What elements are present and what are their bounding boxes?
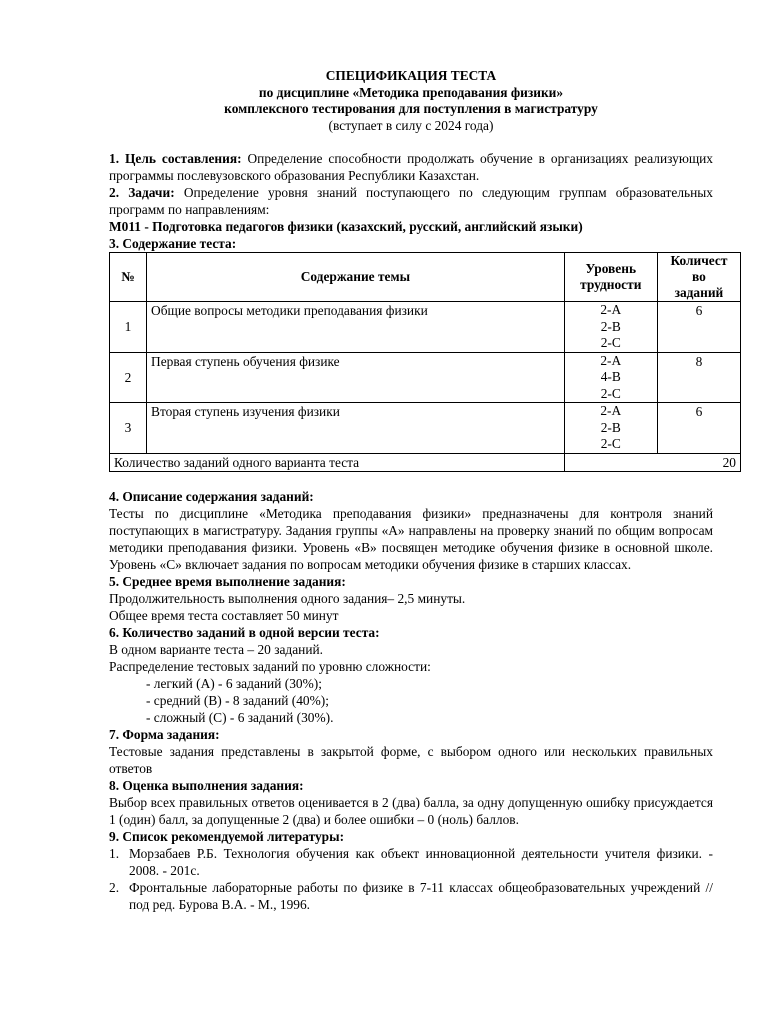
total-value: 20	[564, 453, 740, 471]
section-tasks-label: 2. Задачи:	[109, 185, 175, 200]
row-num: 1	[110, 302, 147, 353]
section-form-label: 7. Форма задания:	[109, 726, 220, 742]
difficulty-item: - легкий (A) - 6 заданий (30%);	[146, 675, 322, 691]
difficulty-item: - сложный (C) - 6 заданий (30%).	[146, 709, 334, 725]
section-grading-text: Выбор всех правильных ответов оценивается в 2 (два) балла, за одну допущенную ошибку присуждается 1 (один) балл, за допущенные 2 (два) и более ошибки – 0 (ноль) баллов.	[109, 794, 713, 827]
row-count: 6	[657, 302, 740, 353]
row-topic: Первая ступень обучения физике	[147, 352, 565, 403]
section-content-label: 3. Содержание теста:	[109, 236, 237, 251]
list-item-text: Морзабаев Р.Б. Технология обучения как объект инновационной деятельности учителя физики. - 2008. - 201с.	[129, 845, 713, 878]
row-levels	[564, 352, 657, 403]
row-level: 2-A	[600, 352, 622, 368]
row-topic: Вторая ступень изучения физики	[147, 403, 565, 454]
row-level: 2-C	[600, 385, 621, 401]
col-level-header	[564, 253, 657, 302]
list-item	[109, 845, 713, 879]
section-tasks	[109, 184, 713, 218]
document-header	[109, 68, 713, 134]
literature-list	[109, 845, 713, 913]
section-count-label: 6. Количество заданий в одной версии теста:	[109, 624, 380, 640]
table-row	[110, 352, 741, 403]
col-count-header-line3: заданий	[674, 285, 724, 300]
section-tasks-text: Определение уровня знаний поступающего по следующим группам образовательных программ по направлениям:	[109, 185, 713, 217]
effective-date: (вступает в силу с 2024 года)	[328, 117, 494, 133]
section-description-text: Тесты по дисциплине «Методика преподавания физики» предназначены для контроля знаний поступающих в магистратуру. Задания группы «А» направлены на проверку знаний по общим вопросам методики преподавания физики. Уровень «В» посвящен методике обучения физике в основной школе. Уровень «С» включает задания по вопросам методики обучения физике в старших классах.	[109, 505, 713, 572]
table-row	[110, 403, 741, 454]
list-item	[109, 879, 713, 913]
section-time-label: 5. Среднее время выполнение задания:	[109, 573, 346, 589]
col-count-header-line1: Количест	[670, 253, 728, 268]
row-count: 8	[657, 352, 740, 403]
difficulty-item: - средний (B) - 8 заданий (40%);	[146, 692, 329, 708]
section-form-text: Тестовые задания представлены в закрытой форме, с выбором одного или нескольких правильных ответов	[109, 743, 713, 776]
row-level: 2-C	[600, 436, 621, 451]
section-time-line1: Продолжительность выполнения одного задания– 2,5 минуты.	[109, 590, 466, 606]
purpose-line: комплексного тестирования для поступления в магистратуру	[224, 101, 598, 116]
discipline-line: по дисциплине «Методика преподавания физики»	[258, 84, 564, 100]
document-page	[109, 68, 736, 913]
section-goal	[109, 150, 713, 184]
col-count-header-line2: во	[692, 269, 706, 284]
row-num: 2	[110, 352, 147, 403]
col-num-header: №	[110, 253, 147, 302]
row-level: 2-A	[600, 302, 622, 317]
table-header-row	[110, 253, 741, 302]
total-label: Количество заданий одного варианта теста	[110, 453, 565, 471]
section-goal-label: 1. Цель составления:	[109, 151, 242, 166]
row-levels	[564, 302, 657, 353]
section-count-line1: В одном варианте теста – 20 заданий.	[109, 641, 324, 657]
program-line: М011 - Подготовка педагогов физики (казахский, русский, английский языки)	[109, 219, 583, 234]
row-levels	[564, 403, 657, 454]
row-level: 2-A	[600, 403, 622, 418]
row-level: 2-C	[600, 335, 621, 350]
section-goal-text: Определение способности продолжать обучение в организациях реализующих программы послевузовского образования Республики Казахстан.	[109, 151, 713, 183]
row-count: 6	[657, 403, 740, 454]
col-level-header-line2: трудности	[580, 277, 642, 292]
content-table	[109, 252, 741, 472]
table-row	[110, 302, 741, 353]
list-item-text: Фронтальные лабораторные работы по физике в 7-11 классах общеобразовательных учреждений //под ред. Бурова В.А. - М., 1996.	[129, 879, 713, 912]
section-description-label: 4. Описание содержания заданий:	[109, 488, 314, 504]
section-literature-label: 9. Список рекомендуемой литературы:	[109, 828, 345, 844]
document-title: СПЕЦИФИКАЦИЯ ТЕСТА	[325, 68, 497, 83]
list-item-number: 1.	[109, 845, 120, 861]
table-total-row	[110, 453, 741, 471]
section-grading-label: 8. Оценка выполнения задания:	[109, 777, 304, 793]
col-level-header-line1: Уровень	[585, 261, 637, 276]
row-topic: Общие вопросы методики преподавания физики	[147, 302, 565, 353]
row-level: 2-B	[600, 318, 621, 334]
row-num: 3	[110, 403, 147, 454]
section-count-line2: Распределение тестовых заданий по уровню сложности:	[109, 658, 431, 674]
list-item-number: 2.	[109, 879, 120, 895]
section-time-line2: Общее время теста составляет 50 минут	[109, 607, 339, 623]
col-topic-header: Содержание темы	[147, 253, 565, 302]
col-count-header	[657, 253, 740, 302]
row-level: 2-B	[600, 419, 621, 435]
row-level: 4-B	[600, 369, 621, 384]
